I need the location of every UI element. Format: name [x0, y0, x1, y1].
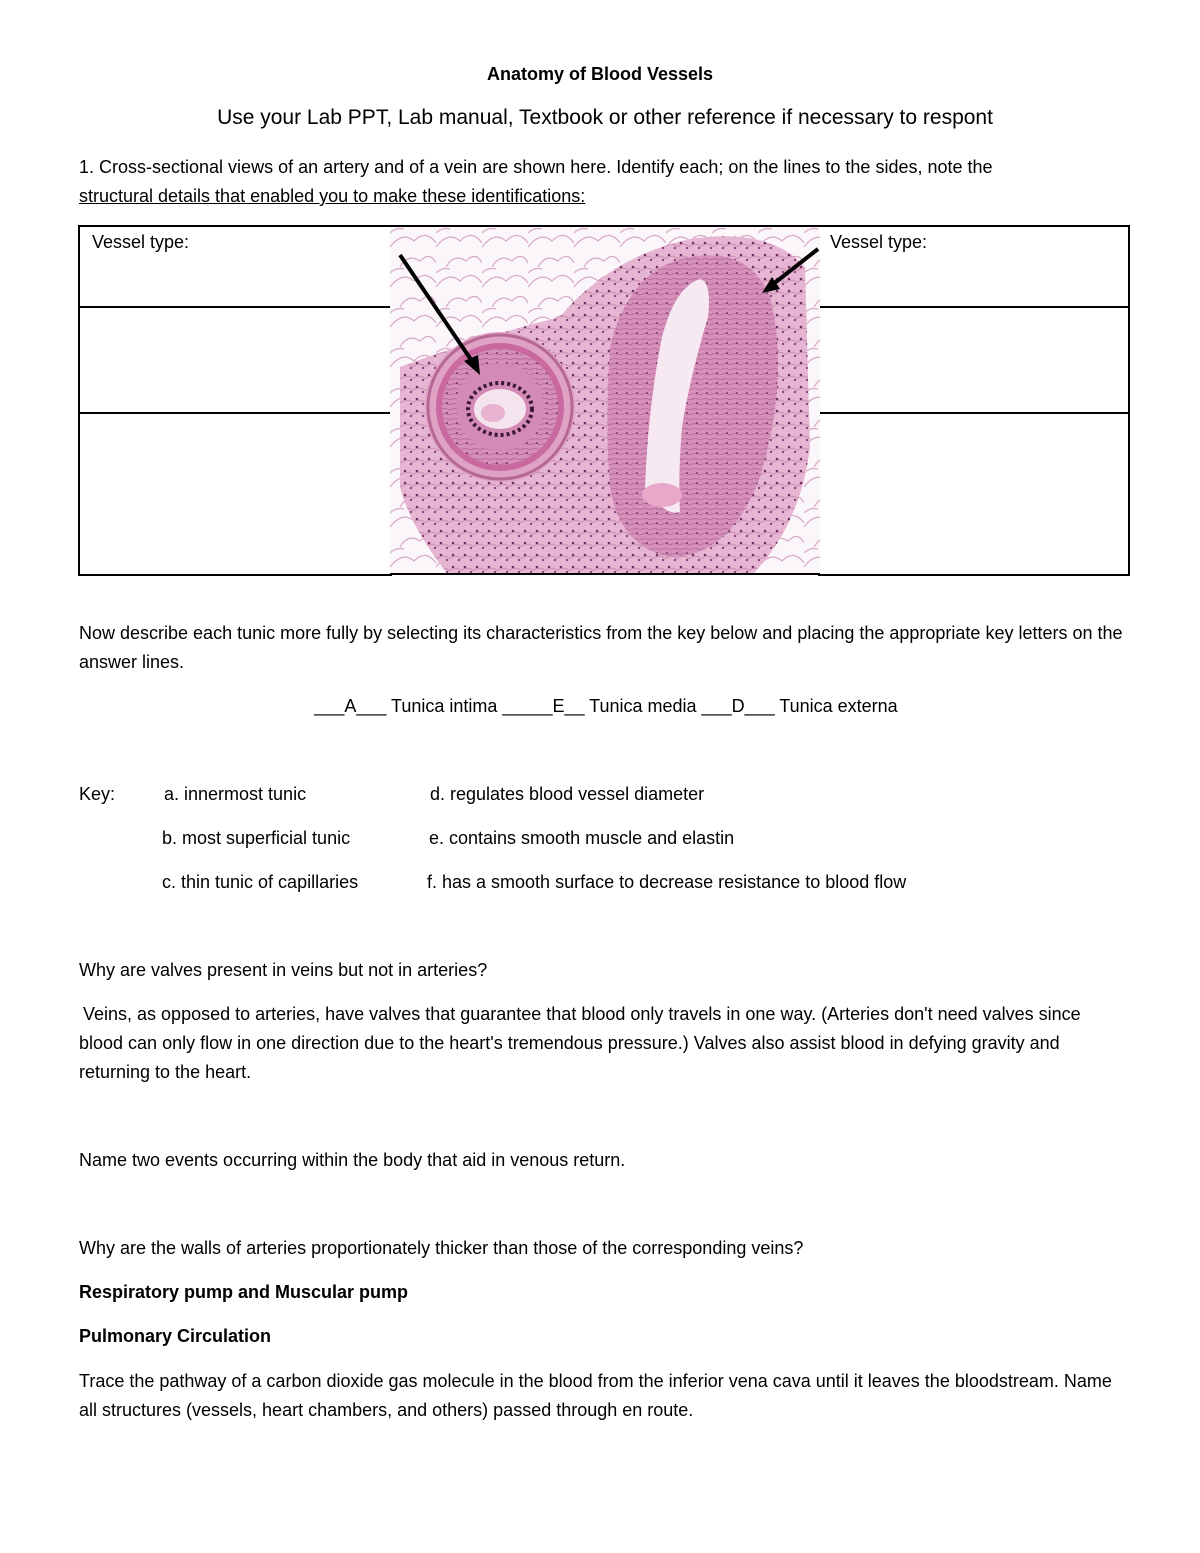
- tunic-instruction: Now describe each tunic more fully by selecting its characteristics from the key below and placing the appropriate key letters on the answer lines.: [79, 623, 1123, 672]
- valves-answer: Veins, as opposed to arteries, have valves that guarantee that blood only travels in one way. (Arteries don't need valves since blood can only flow in one direction due to the heart's tremendous pressure.) Valves also assist blood in defying gravity and returning to the heart.: [79, 1004, 1081, 1082]
- micrograph-svg: [390, 227, 820, 575]
- key-item-d: d. regulates blood vessel diameter: [430, 784, 705, 804]
- page-subtitle: Use your Lab PPT, Lab manual, Textbook or other reference if necessary to respont: [217, 106, 993, 129]
- left-vessel-type-cell[interactable]: [78, 225, 392, 308]
- left-vessel-type-label: Vessel type:: [92, 232, 190, 252]
- key-item-c: c. thin tunic of capillaries: [162, 872, 359, 892]
- key-item-b: b. most superficial tunic: [162, 828, 351, 848]
- key-item-e: e. contains smooth muscle and elastin: [429, 828, 735, 848]
- right-detail-cell-1[interactable]: [818, 306, 1130, 414]
- pulmonary-heading: Pulmonary Circulation: [79, 1326, 272, 1346]
- left-detail-cell-1[interactable]: [78, 306, 392, 414]
- right-vessel-type-cell[interactable]: [818, 225, 1130, 308]
- question-1-underlined: structural details that enabled you to make these identifications:: [79, 186, 586, 206]
- venous-return-question: Name two events occurring within the body that aid in venous return.: [79, 1150, 626, 1170]
- key-label: Key:: [79, 784, 116, 804]
- pulmonary-question: Trace the pathway of a carbon dioxide gas molecule in the blood from the inferior vena cava until it leaves the bloodstream. Name all structures (vessels, heart chambers, and others) passed through en route.: [79, 1371, 1112, 1420]
- artery-walls-question: Why are the walls of arteries proportionately thicker than those of the corresponding veins?: [79, 1238, 804, 1258]
- key-item-f: f. has a smooth surface to decrease resistance to blood flow: [427, 872, 907, 892]
- tunic-answer-line[interactable]: ___A___ Tunica intima _____E__ Tunica media ___D___ Tunica externa: [314, 696, 898, 716]
- artery-walls-answer: Respiratory pump and Muscular pump: [79, 1282, 409, 1302]
- right-detail-cell-2[interactable]: [818, 412, 1130, 576]
- left-detail-cell-2[interactable]: [78, 412, 392, 576]
- page-title: Anatomy of Blood Vessels: [486, 64, 714, 84]
- key-item-a: a. innermost tunic: [164, 784, 307, 804]
- question-1: [79, 153, 1139, 211]
- blood-vessel-micrograph: [390, 225, 820, 575]
- right-vessel-type-label: Vessel type:: [830, 232, 928, 252]
- valves-question: Why are valves present in veins but not in arteries?: [79, 960, 488, 980]
- question-1-intro: 1. Cross-sectional views of an artery and of a vein are shown here. Identify each; on the lines to the sides, note the: [79, 157, 993, 177]
